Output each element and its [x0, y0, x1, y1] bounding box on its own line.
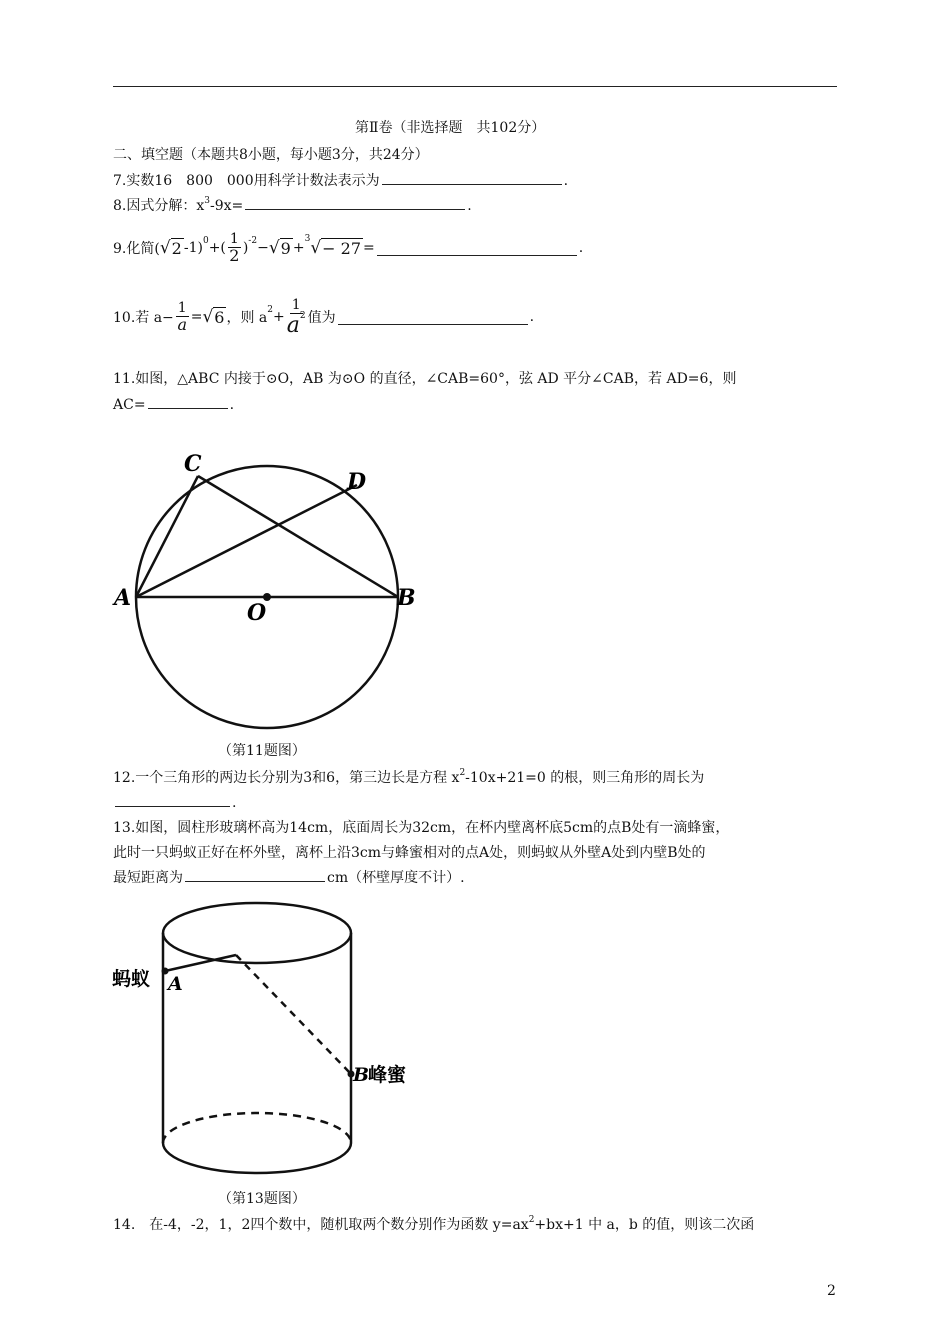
part-heading: 二、填空题（本题共8小题，每小题3分，共24分）: [113, 147, 429, 163]
cylinder-bottom-back-dashed: [163, 1113, 351, 1143]
figure-11-caption: （第11题图）: [218, 743, 306, 759]
question-12-line1: 12.一个三角形的两边长分别为3和6，第三边长是方程 $x^2-10x+21=0$ 的根，则三角形的周长为: [113, 768, 705, 786]
label-o: O: [247, 600, 267, 626]
ant-label: 蚂蚁: [112, 968, 151, 990]
fraction: $\frac{1}{a^2}$: [286, 297, 306, 338]
label-b: B: [397, 585, 416, 611]
answer-blank[interactable]: [148, 394, 228, 409]
answer-blank[interactable]: [115, 792, 230, 807]
question-10: 10.若 a− $\frac{1}{a}$ = √ 6 ，则 a 2 + $\frac{1}{a^2}$ 值为 .: [113, 297, 535, 338]
sqrt-sign: √: [159, 238, 171, 259]
question-13-line1: 13.如图，圆柱形玻璃杯高为14cm，底面周长为32cm，在杯内壁离杯底5cm的点B处有一滴蜂蜜，: [113, 820, 730, 836]
label-a: A: [114, 585, 132, 611]
honey-label: 峰蜜: [368, 1064, 407, 1086]
chord-ac: [136, 476, 198, 597]
question-12-line2: .: [113, 792, 236, 811]
answer-blank[interactable]: [185, 867, 325, 882]
fraction: $\frac{1}{2}$: [229, 231, 240, 265]
question-9: 9.化简( √ 2 -1) 0 +( $\frac{1}{2}$ ) -2 − √ 9 + 3 √ − 27 = .: [113, 231, 584, 265]
label-d: D: [347, 469, 367, 495]
question-8: 8.因式分解：$x^3-9x=$ .: [113, 196, 472, 214]
question-13-line2: 此时一只蚂蚁正好在杯外壁，离杯上沿3cm与蜂蜜相对的点A处，则蚂蚁从外壁A处到内壁B处的: [113, 845, 706, 861]
question-11-line1: 11.如图，△ABC 内接于⊙O，AB 为⊙O 的直径，∠CAB=60°，弦 AD 平分∠CAB，若 AD=6，则: [113, 371, 737, 387]
question-13-line3: 最短距离为 cm（杯壁厚度不计）.: [113, 867, 465, 887]
figure-13-cylinder-diagram: [110, 895, 430, 1195]
cylinder-top-ellipse: [163, 903, 351, 963]
cube-root-sign: √: [310, 238, 322, 259]
label-a: A: [168, 973, 183, 995]
question-7: 7.实数16 800 000用科学计数法表示为 .: [113, 170, 568, 190]
sqrt-sign: √: [268, 238, 280, 259]
cylinder-bottom-front: [163, 1143, 351, 1173]
answer-blank[interactable]: [377, 241, 577, 256]
answer-blank[interactable]: [338, 310, 528, 325]
figure-11-circle-diagram: [110, 445, 430, 745]
header-rule: [113, 86, 837, 87]
sqrt-sign: √: [202, 307, 214, 328]
answer-blank[interactable]: [245, 195, 465, 210]
figure-13-caption: （第13题图）: [218, 1191, 306, 1207]
question-11-line2: AC= .: [113, 394, 234, 413]
fraction: $\frac{1}{a}$: [177, 300, 188, 334]
path-rim-to-b-dashed: [236, 955, 351, 1074]
q7-text: 7.实数16 800 000用科学计数法表示为: [113, 173, 380, 189]
chord-cb: [198, 476, 398, 597]
question-14: 14. 在-4，-2，1，2四个数中，随机取两个数分别作为函数 $y=ax^2+bx+1$ 中 a，b 的值，则该二次函: [113, 1215, 755, 1233]
answer-blank[interactable]: [382, 170, 562, 185]
label-b: B: [353, 1064, 370, 1086]
section-title: 第Ⅱ卷（非选择题 共102分）: [355, 120, 546, 136]
page-number: 2: [827, 1283, 836, 1299]
label-c: C: [184, 451, 202, 477]
chord-ad: [136, 485, 357, 597]
